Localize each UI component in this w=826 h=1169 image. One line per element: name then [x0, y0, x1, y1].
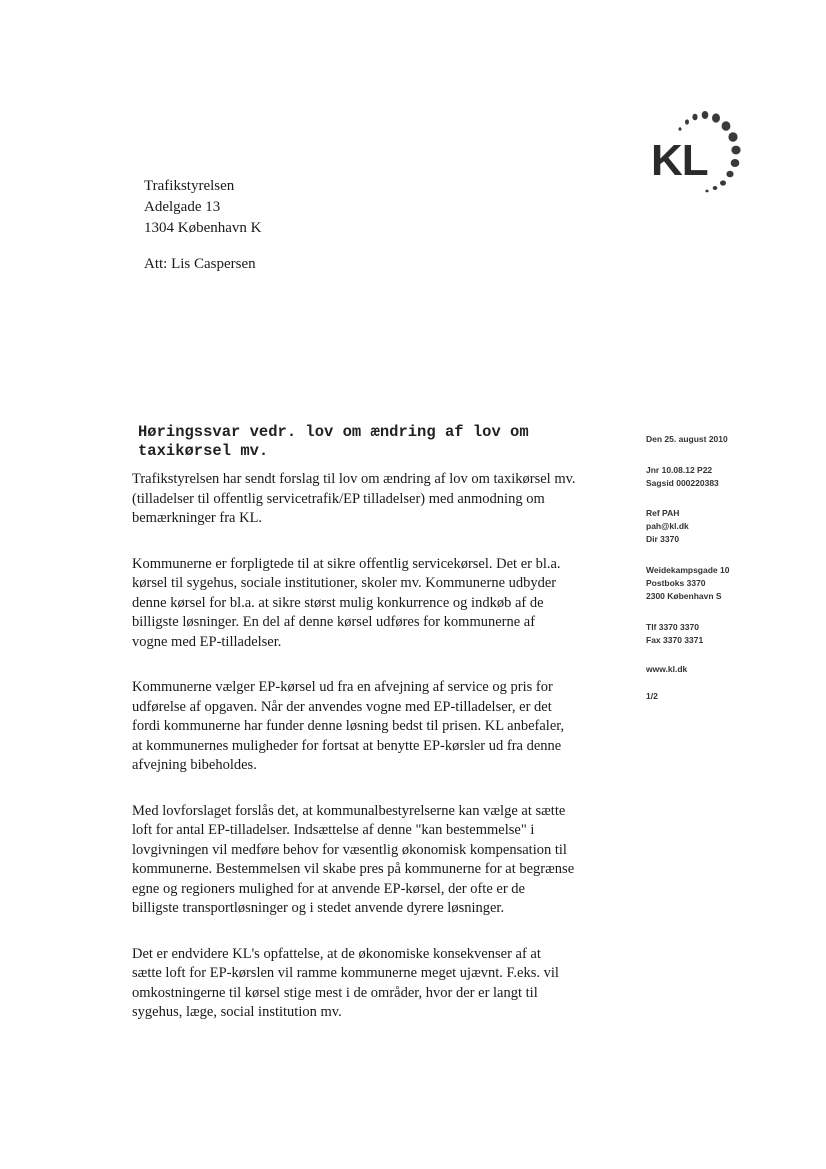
text-line: omkostningerne til kørsel stige mest i de områder, hvor der er langt til: [132, 984, 538, 1001]
journal-number: Jnr 10.08.12 P22: [646, 465, 713, 475]
reference: Ref PAH: [646, 508, 680, 518]
website-link[interactable]: www.kl.dk: [646, 664, 688, 674]
text-line: Det er endvidere KL's opfattelse, at de økonomiske konsekvenser af at: [132, 945, 541, 962]
text-line: Kommunerne er forpligtede til at sikre offentlig servicekørsel. Det er bl.a.: [132, 555, 561, 572]
text-line: sætte loft for EP-kørslen vil ramme kommunerne meget ujævnt. F.eks. vil: [132, 965, 559, 981]
text-line: loft for antal EP-tilladelser. Indsættelse af denne "kan bestemmelse" i: [132, 822, 535, 838]
text-line: billigste transportløsninger og i stedet anvende dyrere løsninger.: [132, 900, 505, 916]
text-line: sygehus, læge, social institution mv.: [132, 1004, 342, 1020]
case-id: Sagsid 000220383: [646, 478, 719, 488]
text-line: billigste løsninger. En del af denne kørsel udføres for kommunerne af: [132, 614, 536, 630]
text-line: (tilladelser til offentlig servicetrafik/EP tilladelser) med anmodning om: [132, 490, 545, 507]
text-line: at kommunernes muligheder for fortsat at benytte EP-kørsler ud fra denne: [132, 737, 562, 754]
street-address: Weidekampsgade 10: [646, 565, 730, 575]
paragraph: [132, 945, 617, 1023]
kl-logo: [640, 105, 750, 205]
text-line: udførelse af opgaven. Når der anvendes vogne med EP-tilladelser, er det: [132, 698, 552, 715]
logo-text: KL: [651, 136, 708, 185]
text-line: denne kørsel for bl.a. at sikre størst mulig konkurrence og indkøb af de: [132, 594, 544, 611]
text-line: vogne med EP-tilladelser.: [132, 633, 282, 650]
paragraph: [132, 555, 617, 653]
text-line: Kommunerne vælger EP-kørsel ud fra en afvejning af service og pris for: [132, 679, 553, 695]
city: 2300 København S: [646, 591, 722, 601]
fax: Fax 3370 3371: [646, 635, 704, 645]
paragraph: [132, 678, 617, 776]
text-line: fordi kommunerne har funder denne løsning bedst til prisen. KL anbefaler,: [132, 718, 565, 734]
letter-heading: Høringssvar vedr. lov om ændring af lov om taxikørsel mv.: [138, 423, 529, 460]
email-link[interactable]: pah@kl.dk: [646, 521, 689, 531]
text-line: Trafikstyrelsen har sendt forslag til lov om ændring af lov om taxikørsel mv.: [132, 471, 576, 487]
page-number: 1/2: [646, 691, 658, 701]
text-line: egne og regioners mulighed for at anvende EP-kørsel, der ofte er de: [132, 880, 525, 897]
letter-body: [132, 470, 617, 1049]
text-line: lovgivningen vil medføre behov for væsentlig økonomisk kompensation til: [132, 841, 567, 858]
recipient-line: 1304 København K: [144, 220, 262, 236]
text-line: kørsel til sygehus, sociale institutioner, skoler mv. Kommunerne udbyder: [132, 575, 557, 591]
recipient-line: Trafikstyrelsen: [144, 178, 235, 194]
paragraph: [132, 470, 617, 529]
text-line: kommunerne. Bestemmelsen vil skabe pres på kommunerne for at begrænse: [132, 861, 575, 877]
text-line: afvejning bibeholdes.: [132, 757, 257, 773]
postbox: Postboks 3370: [646, 578, 706, 588]
paragraph: [132, 802, 617, 919]
direct-phone: Dir 3370: [646, 534, 680, 544]
text-line: Med lovforslaget forslås det, at kommunalbestyrelserne kan vælge at sætte: [132, 802, 566, 819]
letter-date: Den 25. august 2010: [646, 434, 728, 444]
attention-line: Att: Lis Caspersen: [144, 256, 256, 272]
text-line: bemærkninger fra KL.: [132, 510, 263, 526]
phone: Tlf 3370 3370: [646, 622, 699, 632]
sender-info-sidebar: [646, 433, 796, 714]
recipient-line: Adelgade 13: [144, 199, 221, 215]
recipient-address: [144, 176, 261, 239]
